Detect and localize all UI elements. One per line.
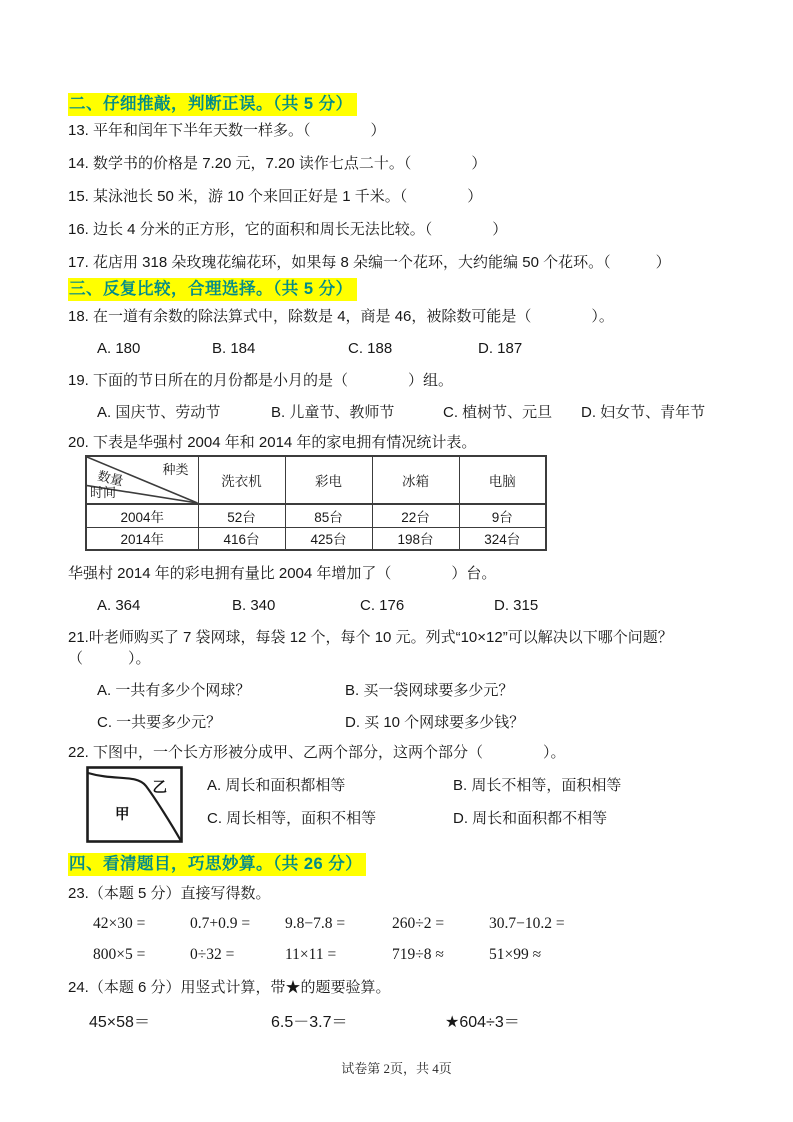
calc-item: 0÷32 = <box>190 946 235 963</box>
figure-label-yi: 乙 <box>152 780 167 796</box>
page-footer: 试卷第 2页，共 4页 <box>341 1061 452 1076</box>
option-19b: B. 儿童节、教师节 <box>271 404 395 421</box>
option-18b: B. 184 <box>212 340 256 357</box>
question-24: 24.（本题 6 分）用竖式计算，带★的题要验算。 <box>68 979 391 996</box>
cell-2004-tv: 85台 <box>285 504 372 527</box>
section2-title: 二、仔细推敲，判断正误。（共 5 分） <box>68 93 357 116</box>
option-21c: C. 一共要多少元？ <box>97 714 222 731</box>
question-22: 22. 下图中，一个长方形被分成甲、乙两个部分，这两个部分（ ）。 <box>68 744 566 761</box>
option-20c: C. 176 <box>360 597 405 614</box>
row-label-2014: 2014年 <box>86 527 198 550</box>
question-22-figure-row <box>68 765 741 844</box>
question-15: 15. 某泳池长 50 米，游 10 个来回正好是 1 千米。（ ） <box>68 188 483 205</box>
option-20d: D. 315 <box>494 597 539 614</box>
option-21d: D. 买 10 个网球要多少钱？ <box>345 714 525 731</box>
question-20-intro: 20. 下表是华强村 2004 年和 2014 年的家电拥有情况统计表。 <box>68 434 477 451</box>
table-row-2004 <box>86 504 546 527</box>
option-20b: B. 340 <box>232 597 276 614</box>
question-16: 16. 边长 4 分米的正方形，它的面积和周长无法比较。（ ） <box>68 221 508 238</box>
row-label-2004: 2004年 <box>86 504 198 527</box>
question-22-options-row1 <box>207 775 621 796</box>
option-21b: B. 买一袋网球要多少元？ <box>345 682 514 699</box>
question-19: 19. 下面的节日所在的月份都是小月的是（ ）组。 <box>68 372 454 389</box>
calc-item: 51×99 ≈ <box>489 946 542 963</box>
calc-item: 9.8−7.8 = <box>285 915 346 932</box>
column-header-tv: 彩电 <box>285 456 372 504</box>
question-21: 21.叶老师购买了 7 袋网球，每袋 12 个，每个 10 元。列式“10×12”可以解决以下哪个问题？（ ）。 <box>68 629 673 667</box>
rectangle-figure <box>85 765 184 844</box>
calc-item-vertical: 45×58＝ <box>89 1014 150 1031</box>
table-corner-cell <box>86 456 198 504</box>
question-13: 13. 平年和闰年下半年天数一样多。（ ） <box>68 122 386 139</box>
cell-2014-computer: 324台 <box>459 527 546 550</box>
figure-label-jia: 甲 <box>115 807 130 823</box>
question-21-options-row2 <box>68 712 741 733</box>
calc-item: 11×11 = <box>285 946 337 963</box>
question-20-options <box>68 595 741 616</box>
question-24-row <box>68 1012 741 1033</box>
question-14: 14. 数学书的价格是 7.20 元，7.20 读作七点二十。（ ） <box>68 155 487 172</box>
question-20-statement: 华强村 2014 年的彩电拥有量比 2004 年增加了（ ）台。 <box>68 565 497 582</box>
calc-item: 30.7−10.2 = <box>489 915 565 932</box>
section4-title: 四、看清题目，巧思妙算。（共 26 分） <box>68 853 366 876</box>
calc-item: 719÷8 ≈ <box>392 946 444 963</box>
cell-2014-tv: 425台 <box>285 527 372 550</box>
option-18c: C. 188 <box>348 340 393 357</box>
table-row-2014 <box>86 527 546 550</box>
cell-2004-washer: 52台 <box>198 504 285 527</box>
calc-item: 800×5 = <box>93 946 146 963</box>
option-22b: B. 周长不相等，面积相等 <box>453 777 622 794</box>
column-header-fridge: 冰箱 <box>372 456 459 504</box>
cell-2004-computer: 9台 <box>459 504 546 527</box>
cell-2014-washer: 416台 <box>198 527 285 550</box>
option-18d: D. 187 <box>478 340 523 357</box>
column-header-computer: 电脑 <box>459 456 546 504</box>
option-22a: A. 周长和面积都相等 <box>207 777 346 794</box>
calc-item-vertical: 6.5－3.7＝ <box>271 1014 348 1031</box>
question-23-row2 <box>68 944 741 965</box>
corner-label-time: 时间 <box>90 485 117 500</box>
appliance-stats-table <box>85 455 547 551</box>
question-18: 18. 在一道有余数的除法算式中，除数是 4，商是 46，被除数可能是（ ）。 <box>68 308 614 325</box>
cell-2004-fridge: 22台 <box>372 504 459 527</box>
corner-label-quantity: 数量 <box>96 468 125 489</box>
option-22c: C. 周长相等，面积不相等 <box>207 810 377 827</box>
option-19a: A. 国庆节、劳动节 <box>97 404 221 421</box>
table-header-row <box>86 456 546 504</box>
option-20a: A. 364 <box>97 597 141 614</box>
question-22-options <box>207 765 621 844</box>
option-18a: A. 180 <box>97 340 141 357</box>
column-header-washer: 洗衣机 <box>198 456 285 504</box>
option-22d: D. 周长和面积都不相等 <box>453 810 608 827</box>
cell-2014-fridge: 198台 <box>372 527 459 550</box>
option-21a: A. 一共有多少个网球？ <box>97 682 251 699</box>
calc-item: 42×30 = <box>93 915 146 932</box>
corner-label-category: 种类 <box>162 462 189 477</box>
question-22-options-row2 <box>207 808 621 829</box>
option-19c: C. 植树节、元旦 <box>443 404 553 421</box>
question-19-options <box>68 402 741 423</box>
question-21-options-row1 <box>68 680 741 701</box>
rectangle-figure-drawing <box>85 765 184 844</box>
question-17: 17. 花店用 318 朵玫瑰花编花环，如果每 8 朵编一个花环，大约能编 50 个花环。（ ） <box>68 254 671 271</box>
option-19d: D. 妇女节、青年节 <box>581 404 706 421</box>
question-23: 23.（本题 5 分）直接写得数。 <box>68 885 271 902</box>
question-18-options <box>68 338 741 359</box>
section3-title: 三、反复比较，合理选择。（共 5 分） <box>68 278 357 301</box>
calc-item: 0.7+0.9 = <box>190 915 251 932</box>
calc-item-vertical-starred: ★604÷3＝ <box>445 1014 520 1031</box>
calc-item: 260÷2 = <box>392 915 445 932</box>
question-23-row1 <box>68 913 741 934</box>
